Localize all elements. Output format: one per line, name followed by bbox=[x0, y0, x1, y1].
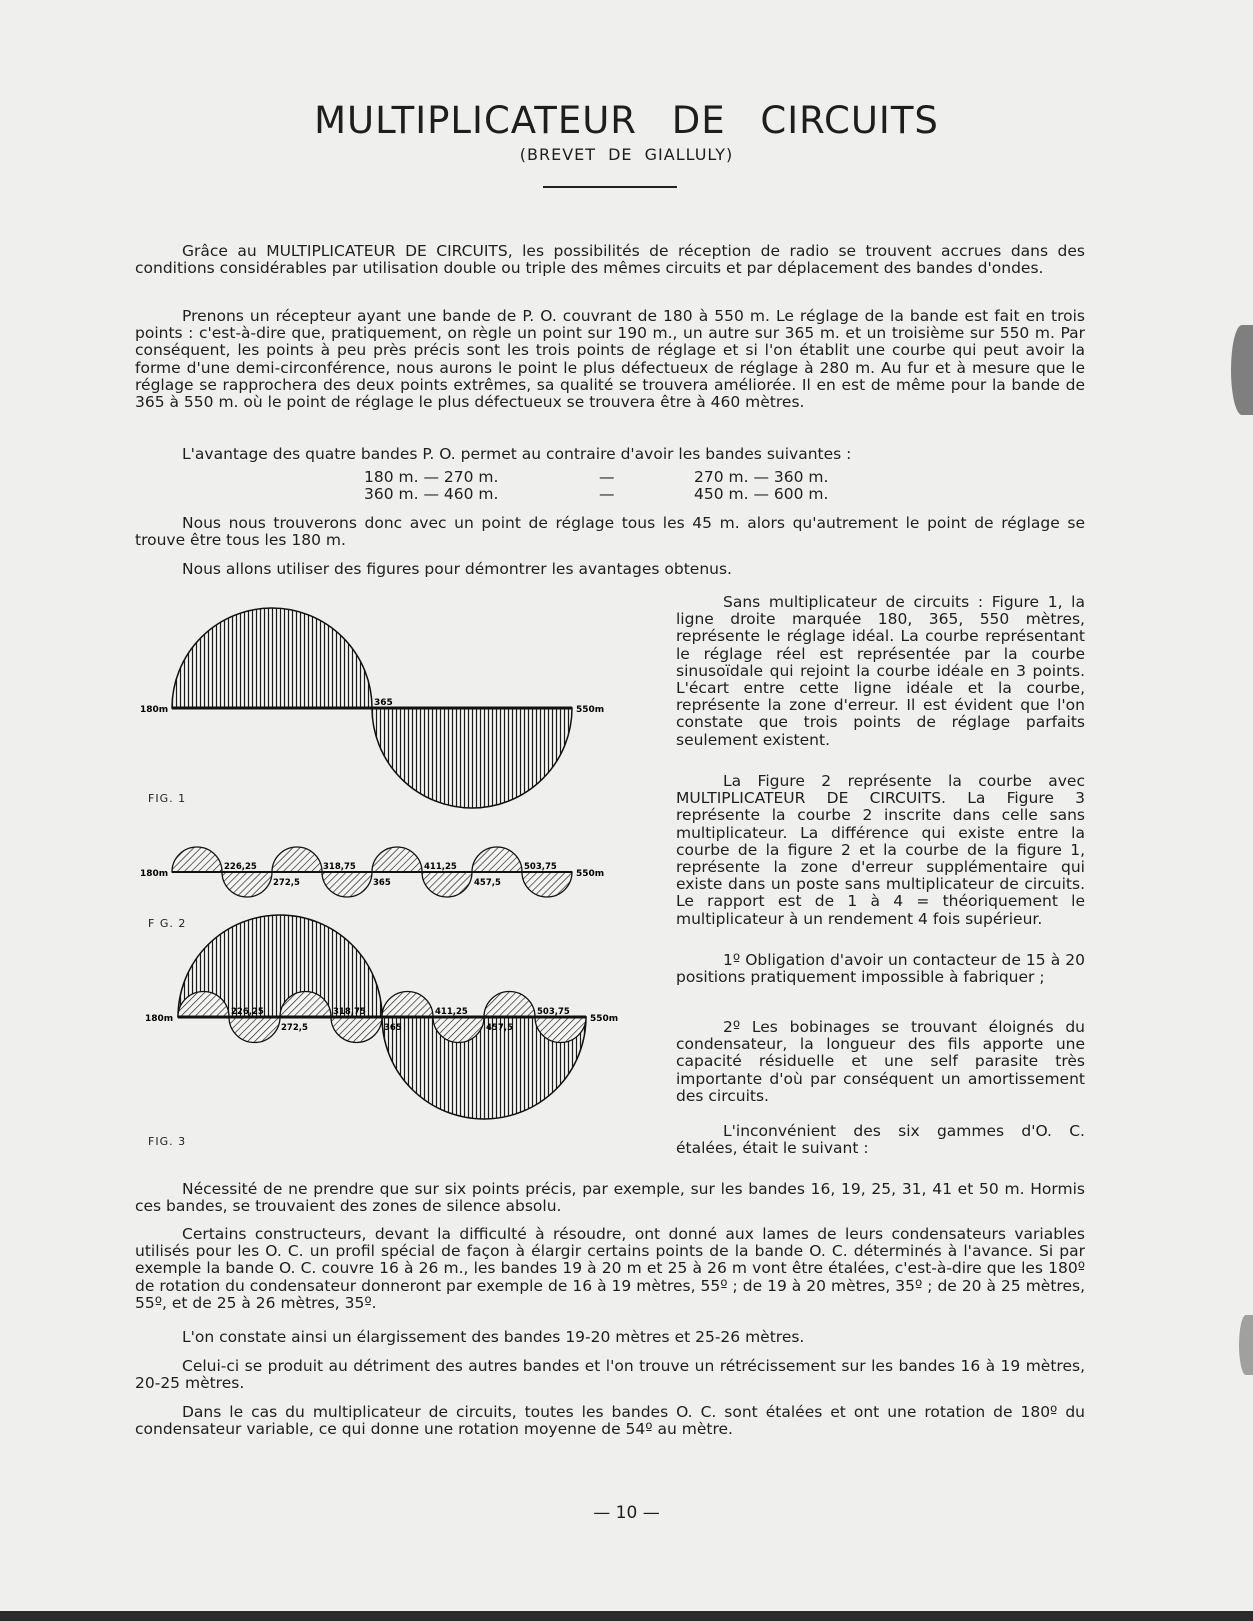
band-range: 450 m. — 600 m. bbox=[694, 485, 829, 504]
figure-2 bbox=[140, 847, 604, 897]
fig3-point-label: 226,25 bbox=[231, 1007, 264, 1017]
page-subtitle: (BREVET DE GIALLULY) bbox=[519, 145, 734, 164]
figure-diagrams bbox=[135, 595, 655, 1165]
figure-3 bbox=[145, 915, 618, 1119]
fig2-point-label: 411,25 bbox=[424, 862, 457, 872]
fig3-point-label: 411,25 bbox=[435, 1007, 468, 1017]
band-row bbox=[0, 469, 1253, 486]
fig1-left-label: 180m bbox=[140, 705, 169, 715]
fig3-point-label: 457,5 bbox=[486, 1023, 513, 1033]
band-range: 360 m. — 460 m. bbox=[364, 485, 499, 504]
scan-edge bbox=[0, 1611, 1253, 1621]
bottom-paragraph-2: Certains constructeurs, devant la difficulté à résoudre, ont donné aux lames de leurs condensateurs variables utilisés pour les O. C. un profil spécial de façon à élargir certains points de la bande O. C. déterminés à l'avance. Si par exemple la bande O. C. couvre 16 à 26 m., les bandes 19 à 20 m et 25 à 26 m vont être étalées, c'est-à-dire que les 180º de rotation du condensateur donneront par exemple de 16 à 19 mètres, 55º ; de 19 à 20 mètres, 35º ; de 20 à 25 mètres, 55º, et de 25 à 26 mètres, 35º. bbox=[135, 1225, 1085, 1312]
fig3-right-label: 550m bbox=[590, 1014, 619, 1024]
bottom-paragraph-5: Dans le cas du multiplicateur de circuits, toutes les bandes O. C. sont étalées et ont une rotation de 180º du condensateur variable, ce qui donne une rotation moyenne de 54º au mètre. bbox=[135, 1403, 1085, 1439]
fig3-caption: FIG. 3 bbox=[148, 1135, 187, 1148]
fig2-caption: F G. 2 bbox=[148, 917, 187, 930]
column-paragraph-4: 2º Les bobinages se trouvant éloignés du condensateur, la longueur des fils apporte une capacité résiduelle et une self parasite très importante d'où par conséquent un amortissement des circuits. bbox=[676, 1018, 1085, 1105]
band-range: 180 m. — 270 m. bbox=[364, 468, 499, 486]
bottom-paragraph-4: Celui-ci se produit au détriment des autres bandes et l'on trouve un rétrécissement sur les bandes 16 à 19 mètres, 20-25 mètres. bbox=[135, 1357, 1085, 1393]
band-row bbox=[0, 486, 1253, 503]
fig2-point-label: 318,75 bbox=[323, 862, 356, 872]
bottom-paragraph-3: L'on constate ainsi un élargissement des bandes 19-20 mètres et 25-26 mètres. bbox=[182, 1328, 805, 1346]
intro-paragraph-3: L'avantage des quatre bandes P. O. permet au contraire d'avoir les bandes suivantes : bbox=[182, 445, 852, 463]
middle-paragraph-2: Nous allons utiliser des figures pour démontrer les avantages obtenus. bbox=[182, 560, 732, 578]
page-number: — 10 — bbox=[593, 1503, 660, 1523]
column-paragraph-3: 1º Obligation d'avoir un contacteur de 15 à 20 positions pratiquement impossible à fabriquer ; bbox=[676, 951, 1085, 987]
fig2-point-label: 457,5 bbox=[474, 878, 501, 888]
middle-paragraph-1: Nous nous trouverons donc avec un point de réglage tous les 45 m. alors qu'autrement le point de réglage se trouve être tous les 180 m. bbox=[135, 514, 1085, 550]
band-list bbox=[0, 469, 1253, 503]
band-separator: — bbox=[599, 468, 615, 486]
fig1-caption: FIG. 1 bbox=[148, 792, 187, 805]
intro-paragraph-2: Prenons un récepteur ayant une bande de P. O. couvrant de 180 à 550 m. Le réglage de la bande est fait en trois points : c'est-à-dire que, pratiquement, on règle un point sur 190 m., un autre sur 365 m. et un troisième sur 550 m. Par conséquent, les points à peu près précis sont les trois points de réglage et si l'on établit une courbe qui peut avoir la forme d'une demi-circonférence, nous aurons le point le plus défectueux de réglage à 280 m. Au fur et à mesure que le réglage se rapprochera des deux points extrêmes, sa qualité se trouvera améliorée. Il en est de même pour la bande de 365 à 550 m. où le point de réglage le plus défectueux se trouvera être à 460 mètres. bbox=[135, 307, 1085, 412]
fig3-left-label: 180m bbox=[145, 1014, 174, 1024]
page-title: MULTIPLICATEUR DE CIRCUITS bbox=[314, 98, 939, 142]
fig2-right-label: 550m bbox=[576, 869, 605, 879]
band-range: 270 m. — 360 m. bbox=[694, 468, 829, 486]
fig3-point-label: 318,75 bbox=[333, 1007, 366, 1017]
intro-paragraph-1: Grâce au MULTIPLICATEUR DE CIRCUITS, les possibilités de réception de radio se trouvent accrues dans des conditions considérables par utilisation double ou triple des mêmes circuits et par déplacement des bandes d'ondes. bbox=[135, 242, 1085, 278]
band-separator: — bbox=[599, 485, 615, 504]
paper-stain bbox=[1239, 1315, 1253, 1375]
fig2-left-label: 180m bbox=[140, 869, 169, 879]
fig3-point-label: 365 bbox=[384, 1023, 402, 1033]
fig3-point-label: 503,75 bbox=[537, 1007, 570, 1017]
fig2-point-label: 226,25 bbox=[224, 862, 257, 872]
figure-1 bbox=[140, 608, 604, 808]
column-paragraph-1: Sans multiplicateur de circuits : Figure 1, la ligne droite marquée 180, 365, 550 mètres, représente le réglage idéal. La courbe représentant le réglage réel est représentée par la courbe sinusoïdale qui rejoint la courbe idéale en 3 points. L'écart entre cette ligne idéale et la courbe, représente la zone d'erreur. Il est évident que l'on constate que trois points de réglage parfaits seulement existent. bbox=[676, 593, 1085, 749]
column-paragraph-2: La Figure 2 représente la courbe avec MULTIPLICATEUR DE CIRCUITS. La Figure 3 représente la courbe 2 inscrite dans celle sans multiplicateur. La différence qui existe entre la courbe de la figure 2 et la courbe de la figure 1, représente la zone d'erreur supplémentaire qui existe dans un poste sans multiplicateur de circuits. Le rapport est de 1 à 4 = théoriquement le multiplicateur à un rendement 4 fois supérieur. bbox=[676, 772, 1085, 928]
title-divider bbox=[543, 186, 677, 188]
paper-stain bbox=[1231, 325, 1253, 415]
fig2-point-label: 503,75 bbox=[524, 862, 557, 872]
fig3-point-label: 272,5 bbox=[281, 1023, 308, 1033]
bottom-paragraph-1: Nécessité de ne prendre que sur six points précis, par exemple, sur les bandes 16, 19, 25, 31, 41 et 50 m. Hormis ces bandes, se trouvaient des zones de silence absolu. bbox=[135, 1180, 1085, 1216]
fig2-point-label: 272,5 bbox=[273, 878, 300, 888]
fig1-right-label: 550m bbox=[576, 705, 605, 715]
fig1-mid-label: 365 bbox=[374, 698, 393, 708]
column-paragraph-5: L'inconvénient des six gammes d'O. C. étalées, était le suivant : bbox=[676, 1122, 1085, 1158]
fig2-point-label: 365 bbox=[373, 878, 391, 888]
